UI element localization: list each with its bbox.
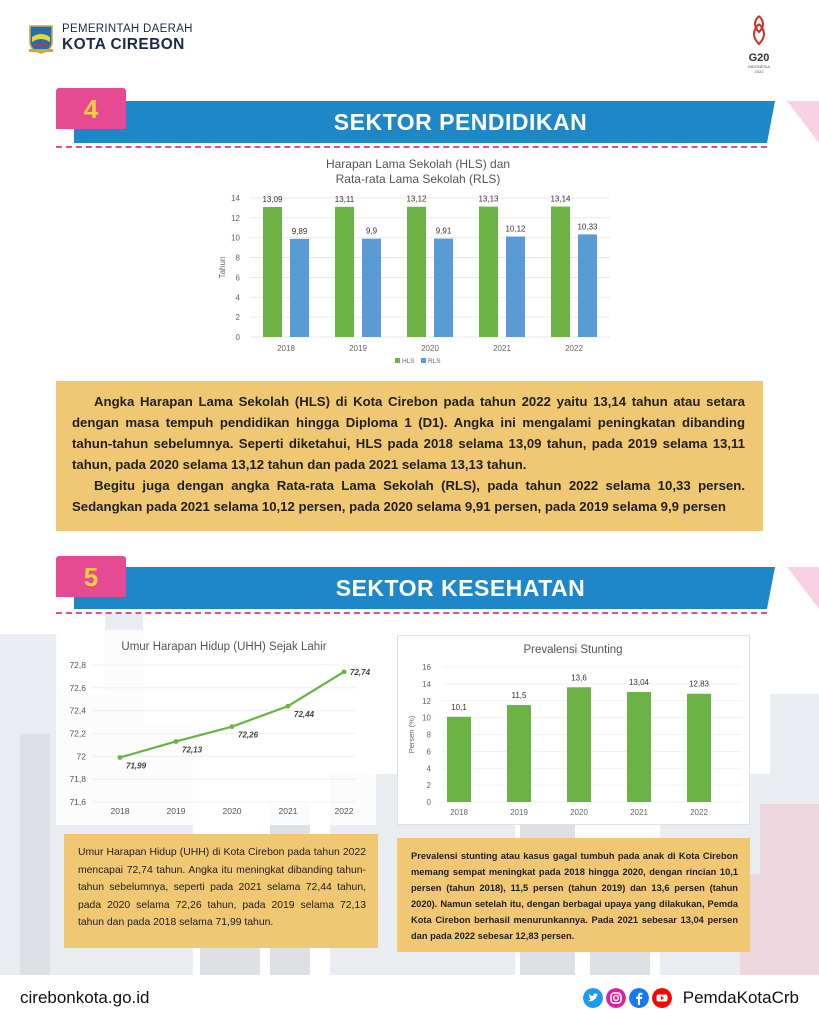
g20-sub-year: 2022	[754, 69, 764, 74]
x-tick-label: 2018	[450, 808, 468, 817]
twitter-icon[interactable]	[583, 988, 603, 1008]
g20-emblem-icon	[741, 14, 777, 48]
hls-rls-chart-svg	[210, 150, 630, 380]
data-label: 10,33	[577, 222, 598, 232]
data-label: 72,74	[350, 667, 371, 677]
stunting-text-box	[397, 838, 750, 952]
social-handle: PemdaKotaCrb	[682, 988, 799, 1007]
bar-rls	[290, 239, 309, 337]
legend-entry: HLS	[402, 358, 415, 365]
x-tick-label: 2020	[222, 806, 242, 816]
x-tick-label: 2019	[166, 806, 186, 816]
y-tick-label: 71,8	[69, 774, 86, 785]
y-tick-label: 71,6	[69, 797, 86, 807]
y-tick-label: 16	[422, 663, 431, 672]
uhh-data-point	[286, 704, 291, 709]
stunting-bar	[447, 717, 471, 802]
section-title: SEKTOR KESEHATAN	[335, 575, 586, 601]
uhh-data-point	[342, 669, 347, 674]
data-label: 13,14	[550, 194, 571, 204]
data-label: 13,13	[478, 194, 499, 204]
stunting-bar	[627, 692, 651, 802]
legend-entry: RLS	[428, 358, 441, 365]
data-label: 13,12	[406, 194, 427, 204]
x-tick-label: 2019	[510, 808, 528, 817]
section-number: 5	[83, 562, 99, 592]
bar-hls	[335, 207, 354, 337]
y-tick-label: 72,2	[69, 728, 86, 739]
instagram-icon[interactable]	[606, 988, 626, 1008]
banner-corner-decoration	[767, 101, 819, 143]
stunting-bar-chart-svg	[397, 635, 750, 825]
hls-rls-chart	[210, 150, 630, 380]
uhh-text-box	[64, 834, 378, 948]
y-tick-label: 4	[235, 293, 240, 303]
y-tick-label: 10	[422, 713, 431, 723]
section-number: 4	[83, 94, 99, 124]
data-label: 13,11	[334, 194, 355, 204]
y-tick-label: 72,4	[69, 705, 86, 716]
y-tick-label: 14	[231, 194, 240, 203]
data-label: 9,9	[365, 226, 378, 236]
data-label: 9,91	[435, 226, 452, 236]
uhh-data-point	[174, 739, 179, 744]
y-tick-label: 14	[422, 679, 431, 689]
x-tick-label: 2018	[110, 806, 130, 816]
x-tick-label: 2021	[493, 344, 511, 353]
g20-logo	[741, 14, 777, 80]
y-tick-label: 8	[426, 730, 431, 740]
data-label: 13,6	[571, 673, 587, 683]
bar-hls	[407, 207, 426, 337]
section-divider	[56, 612, 767, 614]
bar-hls	[263, 207, 282, 337]
x-tick-label: 2019	[349, 344, 367, 353]
data-label: 13,04	[628, 677, 650, 687]
gov-line-2: KOTA CIREBON	[62, 36, 185, 53]
data-label: 10,1	[451, 702, 467, 712]
section-number-tab-education	[56, 88, 126, 129]
social-links	[583, 985, 799, 1011]
gov-line-1: PEMERINTAH DAERAH	[62, 23, 193, 35]
uhh-data-point	[230, 724, 235, 729]
banner-corner-decoration	[767, 567, 819, 609]
x-tick-label: 2021	[278, 806, 298, 816]
x-tick-label: 2020	[570, 808, 588, 817]
government-name	[62, 22, 193, 53]
chart-title-line: Rata-rata Lama Sekolah (RLS)	[335, 172, 501, 186]
data-label: 12,83	[688, 679, 710, 689]
uhh-line-chart	[56, 630, 376, 825]
section-title: SEKTOR PENDIDIKAN	[333, 109, 588, 135]
stunting-bar-chart	[397, 635, 750, 825]
y-tick-label: 0	[426, 798, 431, 807]
education-paragraph-2: Begitu juga dengan angka Rata-rata Lama Sekolah (RLS), pada tahun 2022 selama 10,33 persen. Sedangkan pada 2021 selama 10,12 persen, pada 2020 selama 9,91 persen, pada 2019 selama 9,9 persen	[72, 478, 745, 514]
stunting-paragraph: Prevalensi stunting atau kasus gagal tumbuh pada anak di Kota Cirebon memang sempat meningkat pada 2018 hingga 2020, dengan rincian 10,1 persen (tahun 2018), 11,5 persen (tahun 2019) dan 13,6 persen (tahun 2020). Namun setelah itu, dengan berbagai upaya yang dilakukan, Pemda Kota Cirebon berhasil menurunkannya. Pada 2021 sebesar 13,04 persen dan pada 2022 sebesar 12,83 persen.	[411, 851, 738, 941]
stunting-bar	[567, 687, 591, 802]
section-number-tab-health	[56, 556, 126, 597]
data-label: 72,44	[294, 710, 315, 720]
data-label: 72,13	[182, 745, 203, 755]
y-tick-label: 6	[426, 747, 431, 757]
data-label: 11,5	[511, 690, 527, 700]
stunting-bar	[687, 694, 711, 802]
legend-swatch	[395, 358, 400, 363]
bar-rls	[434, 239, 453, 337]
y-tick-label: 6	[235, 273, 240, 283]
data-label: 71,99	[126, 761, 147, 771]
y-tick-label: 4	[426, 764, 431, 774]
uhh-paragraph: Umur Harapan Hidup (UHH) di Kota Cirebon pada tahun 2022 mencapai 72,74 tahun. Angka itu meningkat dibanding tahun-tahun sebelumnya, seperti pada 2021 selama 72,44 tahun, pada 2020 selama 72,26 tahun, pada 2019 selama 72,13 tahun dan pada 2018 selama 71,99 tahun.	[78, 847, 366, 929]
chart-title-line: Harapan Lama Sekolah (HLS) dan	[325, 157, 511, 171]
bar-rls	[362, 239, 381, 337]
facebook-icon[interactable]	[629, 988, 649, 1008]
bar-hls	[479, 207, 498, 337]
x-tick-label: 2018	[277, 344, 295, 353]
y-tick-label: 12	[231, 213, 240, 223]
x-tick-label: 2022	[565, 344, 583, 353]
y-tick-label: 10	[231, 233, 240, 243]
y-tick-label: 72,6	[69, 682, 86, 693]
y-tick-label: 72,8	[69, 660, 86, 670]
legend-swatch	[421, 358, 426, 363]
data-label: 72,26	[238, 730, 259, 740]
section-banner-health	[74, 567, 767, 609]
bar-rls	[578, 234, 597, 337]
y-tick-label: 8	[235, 253, 240, 263]
y-axis-label: Tahun	[218, 256, 227, 279]
y-tick-label: 72	[76, 751, 86, 762]
youtube-icon[interactable]	[652, 988, 672, 1008]
g20-sub-country: INDONESIA	[747, 64, 770, 69]
education-text-box	[56, 381, 763, 531]
y-tick-label: 12	[422, 696, 431, 706]
x-tick-label: 2021	[630, 808, 648, 817]
data-label: 9,89	[291, 226, 308, 236]
uhh-data-point	[118, 755, 123, 760]
chart-title: Prevalensi Stunting	[523, 644, 623, 656]
y-tick-label: 2	[426, 781, 431, 791]
x-tick-label: 2022	[690, 808, 708, 817]
education-paragraph-1: Angka Harapan Lama Sekolah (HLS) di Kota Cirebon pada tahun 2022 yaitu 13,14 tahun atau setara dengan masa tempuh pendidikan hingga Diploma 1 (D1). Angka ini mengalami peningkatan dibanding tahun-tahun sebelumnya. Seperti diketahui, HLS pada 2018 selama 13,09 tahun, pada 2019 selama 13,11 tahun, pada 2020 selama 13,12 tahun dan pada 2021 selama 13,13 tahun.	[72, 394, 745, 472]
section-banner-education	[74, 101, 767, 143]
kota-cirebon-emblem-icon	[28, 22, 54, 54]
g20-text: G20	[748, 52, 770, 64]
data-label: 13,09	[262, 195, 283, 205]
y-tick-label: 2	[235, 313, 240, 323]
y-tick-label: 0	[235, 333, 240, 342]
bar-rls	[506, 237, 525, 337]
section-divider	[56, 146, 767, 148]
footer-website: cirebonkota.go.id	[20, 988, 150, 1007]
data-label: 10,12	[505, 224, 526, 234]
y-axis-label: Persen (%)	[407, 715, 416, 754]
bar-hls	[551, 207, 570, 337]
uhh-line-chart-svg	[56, 630, 376, 825]
x-tick-label: 2020	[421, 344, 439, 353]
chart-title: Umur Harapan Hidup (UHH) Sejak Lahir	[121, 641, 327, 653]
x-tick-label: 2022	[334, 806, 354, 816]
stunting-bar	[507, 705, 531, 802]
